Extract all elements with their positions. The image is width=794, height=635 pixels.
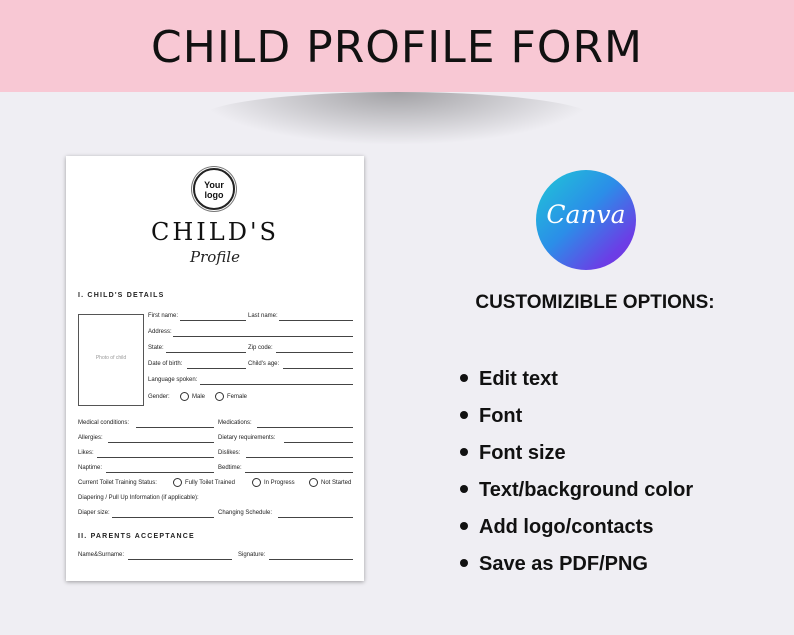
- fully-trained-radio[interactable]: [173, 478, 182, 487]
- option-item: [460, 553, 648, 576]
- state-line[interactable]: [166, 352, 246, 353]
- first-name-label: First name:: [148, 313, 179, 319]
- name-surname-label: Name&Surname:: [78, 552, 125, 558]
- toilet-status-label: Current Toilet Training Status:: [78, 480, 157, 486]
- logo-line-2: logo: [204, 190, 224, 200]
- changing-line[interactable]: [278, 517, 353, 518]
- changing-label: Changing Schedule:: [218, 510, 273, 516]
- medications-line[interactable]: [257, 427, 353, 428]
- dietary-line[interactable]: [284, 442, 353, 443]
- logo-line-1: Your: [204, 180, 224, 190]
- option-label: Save as PDF/PNG: [479, 553, 648, 575]
- option-label: Font size: [479, 442, 566, 464]
- option-item: [460, 516, 653, 539]
- banner-shadow: [200, 92, 594, 144]
- last-name-label: Last name:: [248, 313, 278, 319]
- gender-label: Gender:: [148, 394, 170, 400]
- bedtime-line[interactable]: [245, 472, 353, 473]
- form-preview-sheet: [66, 156, 364, 581]
- option-label: Edit text: [479, 368, 558, 390]
- likes-label: Likes:: [78, 450, 94, 456]
- allergies-line[interactable]: [108, 442, 214, 443]
- option-label: Font: [479, 405, 523, 427]
- gender-male-label: Male: [192, 394, 206, 400]
- signature-label: Signature:: [238, 552, 266, 558]
- diapering-label: Diapering / Pull Up Information (if applicable):: [78, 495, 199, 501]
- gender-female-radio[interactable]: [215, 392, 224, 401]
- option-item: [460, 442, 566, 465]
- option-item: [460, 368, 558, 391]
- option-item: [460, 405, 522, 428]
- medical-line[interactable]: [136, 427, 214, 428]
- medications-label: Medications:: [218, 420, 252, 426]
- bullet-icon: [460, 411, 468, 419]
- option-label: Text/background color: [479, 479, 694, 501]
- dislikes-line[interactable]: [246, 457, 353, 458]
- age-label: Child's age:: [248, 361, 280, 367]
- state-label: State:: [148, 345, 164, 351]
- age-line[interactable]: [283, 368, 353, 369]
- dob-label: Date of birth:: [148, 361, 183, 367]
- not-started-radio[interactable]: [309, 478, 318, 487]
- photo-placeholder-label: Photo of child: [95, 355, 127, 361]
- not-started-label: Not Started: [321, 480, 352, 486]
- language-label: Language spoken:: [148, 377, 198, 383]
- bullet-icon: [460, 522, 468, 530]
- form-title: CHILD'S: [151, 218, 279, 246]
- option-item: [460, 479, 693, 502]
- naptime-label: Naptime:: [78, 465, 103, 471]
- address-line[interactable]: [173, 336, 353, 337]
- form-subtitle: Profile: [190, 248, 240, 266]
- last-name-line[interactable]: [279, 320, 353, 321]
- options-heading: CUSTOMIZIBLE OPTIONS:: [475, 292, 715, 313]
- zip-line[interactable]: [276, 352, 353, 353]
- in-progress-label: In Progress: [264, 480, 295, 486]
- section-heading-acceptance: II. PARENTS ACCEPTANCE: [78, 533, 195, 540]
- likes-line[interactable]: [97, 457, 214, 458]
- medical-label: Medical conditions:: [78, 420, 130, 426]
- child-photo-box: [78, 314, 144, 406]
- gender-male-radio[interactable]: [180, 392, 189, 401]
- allergies-label: Allergies:: [78, 435, 103, 441]
- diaper-size-line[interactable]: [112, 517, 214, 518]
- section-heading-details: I. CHILD'S DETAILS: [78, 292, 165, 299]
- page-title: CHILD PROFILE FORM: [151, 22, 643, 73]
- option-label: Add logo/contacts: [479, 516, 654, 538]
- signature-line[interactable]: [269, 559, 353, 560]
- bullet-icon: [460, 485, 468, 493]
- bullet-icon: [460, 374, 468, 382]
- address-label: Address:: [148, 329, 172, 335]
- name-surname-line[interactable]: [128, 559, 232, 560]
- logo-placeholder: [193, 168, 235, 210]
- bullet-icon: [460, 559, 468, 567]
- language-line[interactable]: [200, 384, 353, 385]
- diaper-size-label: Diaper size:: [78, 510, 110, 516]
- dislikes-label: Dislikes:: [218, 450, 241, 456]
- bullet-icon: [460, 448, 468, 456]
- in-progress-radio[interactable]: [252, 478, 261, 487]
- fully-trained-label: Fully Toilet Trained: [185, 480, 235, 486]
- dietary-label: Dietary requirements:: [218, 435, 276, 441]
- dob-line[interactable]: [187, 368, 246, 369]
- first-name-line[interactable]: [180, 320, 246, 321]
- naptime-line[interactable]: [106, 472, 214, 473]
- gender-female-label: Female: [227, 394, 248, 400]
- zip-label: Zip code:: [248, 345, 273, 351]
- canva-logo-text: Canva: [546, 200, 626, 229]
- bedtime-label: Bedtime:: [218, 465, 242, 471]
